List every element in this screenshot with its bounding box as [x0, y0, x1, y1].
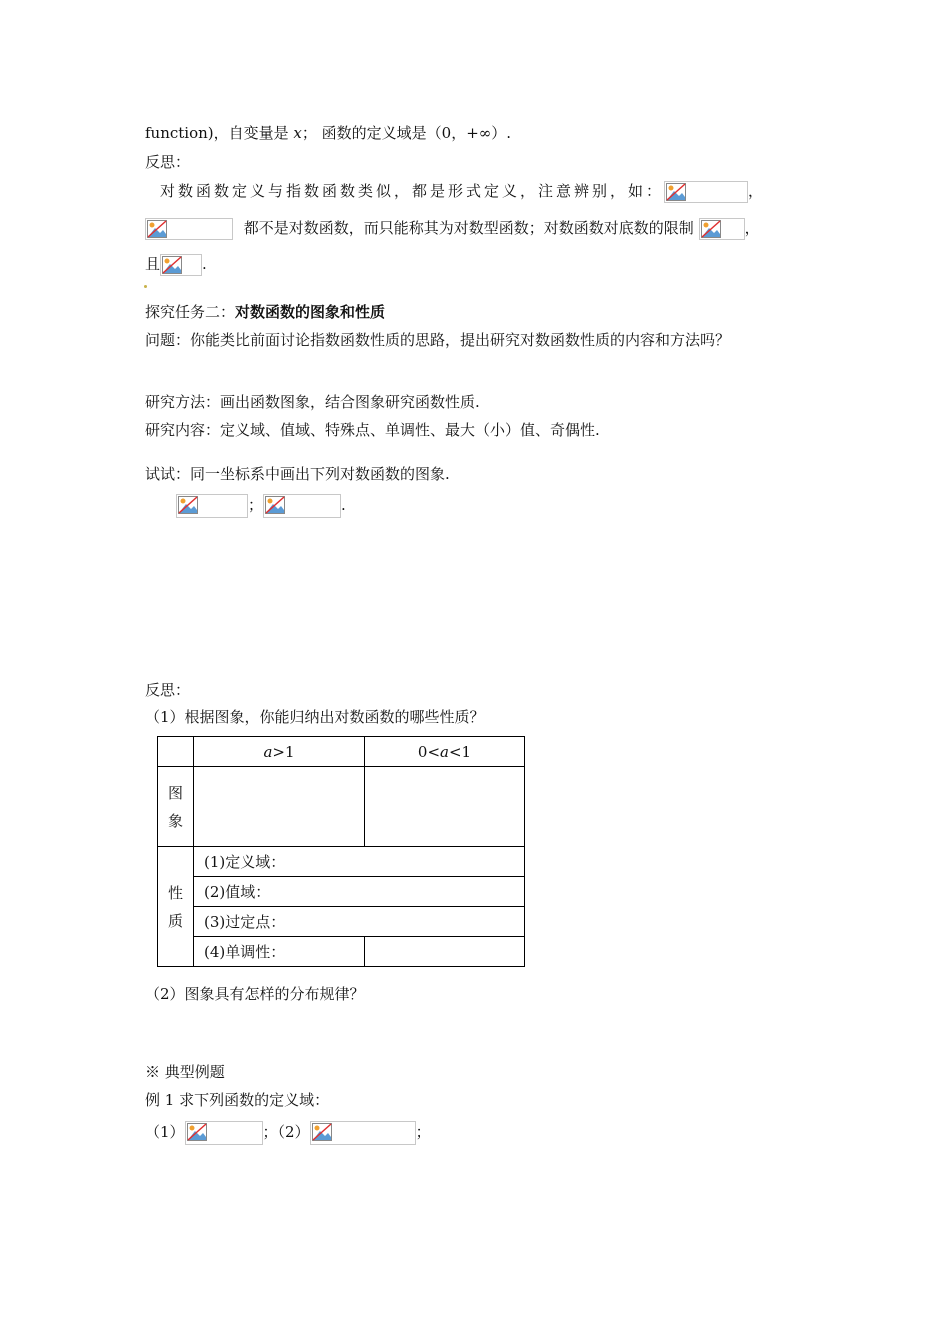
note-line-3: 且 .	[145, 253, 207, 276]
graph-cell-a-lt-1	[365, 767, 525, 847]
marker-dot	[144, 285, 147, 288]
broken-image-icon	[176, 494, 248, 518]
table-row: (3)过定点：	[194, 907, 525, 937]
content-text: 研究内容：定义域、值域、特殊点、单调性、最大（小）值、奇偶性.	[145, 421, 600, 439]
note-line-2: 都不是对数函数，而只能称其为对数型函数；对数函数对底数的限制 ，	[145, 217, 760, 240]
table-row: (4)单调性：	[194, 937, 365, 967]
table-corner-cell	[158, 737, 194, 767]
note-line-1: 对数函数定义与指数函数类似，都是形式定义，注意辨别，如： ，	[160, 180, 766, 203]
task2-heading: 探究任务二：对数函数的图象和性质	[145, 303, 386, 321]
property-row-label: 性 质	[158, 847, 194, 967]
broken-image-icon	[160, 254, 202, 276]
properties-table	[157, 736, 525, 967]
example1-text: 例 1 求下列函数的定义域：	[145, 1091, 330, 1109]
table-header-a-lt-1: 0<a<1	[365, 737, 525, 767]
reflection2-q2: （2）图象具有怎样的分布规律？	[145, 985, 365, 1003]
examples-heading: ※ 典型例题	[145, 1063, 225, 1081]
broken-image-icon	[145, 218, 233, 240]
reflection2-q1: （1）根据图象，你能归纳出对数函数的哪些性质？	[145, 708, 485, 726]
method-text: 研究方法：画出函数图象，结合图象研究函数性质.	[145, 393, 480, 411]
reflection2-title: 反思：	[145, 681, 191, 699]
table-row: (1)定义域：	[194, 847, 525, 877]
broken-image-icon	[699, 218, 745, 240]
trial-functions: ； .	[176, 494, 346, 518]
question-text: 问题：你能类比前面讨论指数函数性质的思路，提出研究对数函数性质的内容和方法吗？	[145, 331, 731, 349]
table-header-a-gt-1: a>1	[194, 737, 365, 767]
monotonic-cell-a-lt-1	[365, 937, 525, 967]
broken-image-icon	[185, 1121, 263, 1145]
reflection-title: 反思：	[145, 153, 191, 171]
trial-text: 试试：同一坐标系中画出下列对数函数的图象.	[145, 465, 450, 483]
example1-items: （1） ；（2） ；	[145, 1121, 431, 1145]
broken-image-icon	[263, 494, 341, 518]
definition-line: function)，自变量是 x； 函数的定义域是（0，+∞）.	[145, 124, 512, 142]
broken-image-icon	[310, 1121, 416, 1145]
graph-cell-a-gt-1	[194, 767, 365, 847]
table-row: (2)值域：	[194, 877, 525, 907]
graph-row-label: 图 象	[158, 767, 194, 847]
broken-image-icon	[664, 181, 748, 203]
